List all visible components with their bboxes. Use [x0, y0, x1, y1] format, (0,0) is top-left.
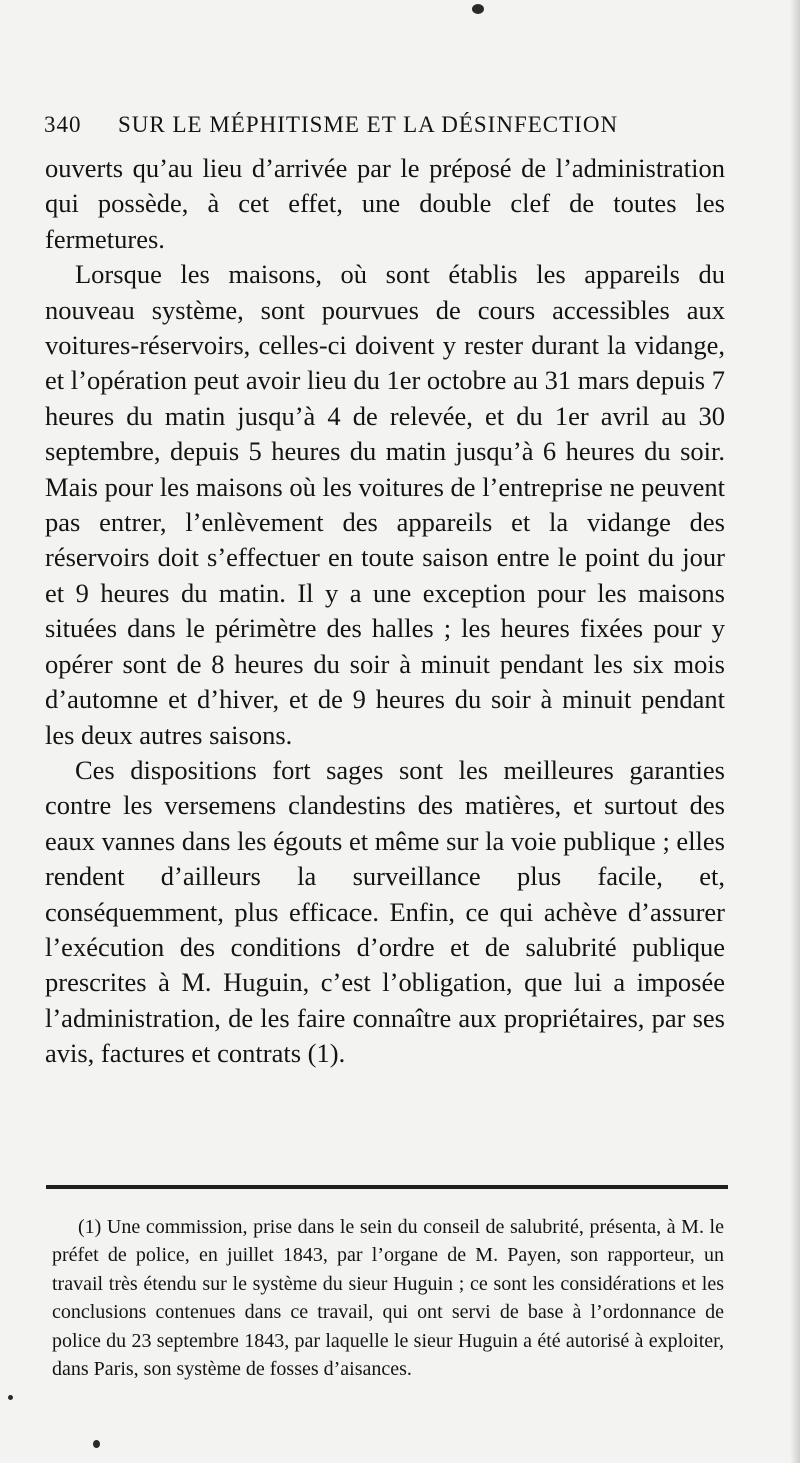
running-header — [44, 112, 744, 148]
ink-spot — [8, 1395, 13, 1400]
page-number: 340 — [44, 112, 82, 137]
footnote — [52, 1213, 724, 1383]
paragraph: ouverts qu’au lieu d’arrivée par le préposé de l’administration qui possède, à cet effet, une double clef de toutes les fermetures. — [45, 153, 725, 254]
ink-spot — [93, 1440, 100, 1448]
running-title: SUR LE MÉPHITISME ET LA DÉSINFECTION — [118, 112, 619, 137]
paragraph: Ces dispositions fort sages sont les meilleures garanties contre les versemens clandestins des matières, et surtout des eaux vannes dans les égouts et même sur la voie publique ; elles rendent d’ailleurs la surveillance plus facile, et, conséquemment, plus efficace. Enfin, ce qui achève d’assurer l’exécution des conditions d’ordre et de salubrité publique prescrites à M. Huguin, c’est l’obligation, que lui a imposée l’administration, de les faire connaître aux propriétaires, par ses avis, factures et contrats (1). — [45, 754, 725, 1069]
footnote-separator — [46, 1185, 728, 1189]
ink-spot — [472, 4, 484, 14]
footnote-text: (1) Une commission, prise dans le sein du conseil de salubrité, présenta, à M. le préfet de police, en juillet 1843, par l’organe de M. Payen, son rapporteur, un travail très étendu sur le système du sieur Huguin ; ce sont les considérations et les conclusions contenues dans ce travail, qui ont servi de base à l’ordonnance de police du 23 septembre 1843, par laquelle le sieur Huguin a été autorisé à exploiter, dans Paris, son système de fosses d’aisances. — [52, 1216, 724, 1381]
paragraph: Lorsque les maisons, où sont établis les appareils du nouveau système, sont pourvues de cours accessibles aux voitures-réservoirs, celles-ci doivent y rester durant la vidange, et l’opération peut avoir lieu du 1er octobre au 31 mars depuis 7 heures du matin jusqu’à 4 de relevée, et du 1er avril au 30 septembre, depuis 5 heures du matin jusqu’à 6 heures du soir. Mais pour les maisons où les voitures de l’entreprise ne peuvent pas entrer, l’enlèvement des appareils et la vidange des réservoirs doit s’effectuer en toute saison entre le point du jour et 9 heures du matin. Il y a une exception pour les maisons situées dans le périmètre des halles ; les heures fixées pour y opérer sont de 8 heures du soir à minuit pendant les six mois d’automne et d’hiver, et de 9 heures du soir à minuit pendant les deux autres saisons. — [45, 259, 726, 750]
main-text — [45, 151, 725, 1072]
